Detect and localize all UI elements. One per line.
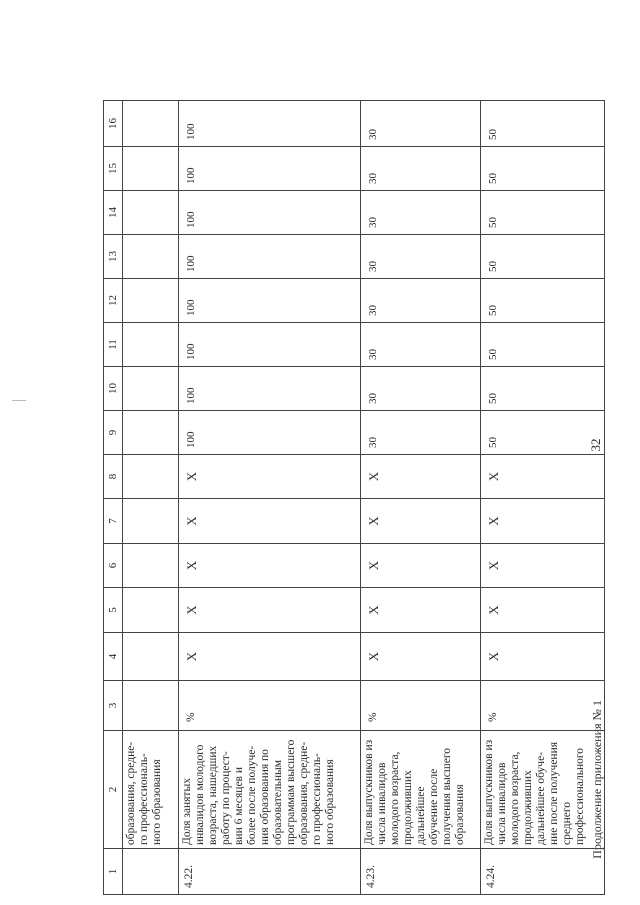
description-line: работу по процест- [220, 751, 232, 845]
column-header: 6 [104, 544, 123, 588]
column-header: 12 [104, 279, 123, 323]
description-line: образовательным [272, 759, 284, 845]
table-cell [123, 367, 179, 411]
table-cell: X [481, 544, 605, 588]
table-cell: X [361, 499, 481, 544]
table-cell: 50 [481, 191, 605, 235]
table-cell: 30 [361, 411, 481, 455]
row-unit: % [179, 681, 361, 731]
table-cell: X [179, 544, 361, 588]
table-cell: 30 [361, 235, 481, 279]
table-cell: 30 [361, 367, 481, 411]
table-cell [123, 633, 179, 681]
description-line: Доля выпускников из [483, 739, 495, 845]
description-line: числа инвалидов [376, 762, 388, 845]
table-cell [123, 101, 179, 147]
column-header: 8 [104, 455, 123, 499]
row-number: 4.22. [179, 849, 361, 895]
row-number: 4.24. [481, 849, 605, 895]
column-header: 7 [104, 499, 123, 544]
row-description [361, 731, 481, 849]
table-cell: 50 [481, 147, 605, 191]
table-cell: X [481, 633, 605, 681]
table-cell: 30 [361, 101, 481, 147]
table-cell: X [361, 588, 481, 633]
column-header: 1 [104, 849, 123, 895]
description-line: дальнейшее [415, 786, 427, 845]
table-cell: 50 [481, 367, 605, 411]
table-cell: 50 [481, 411, 605, 455]
table-cell: X [361, 455, 481, 499]
description-line: возраста, нашедших [207, 745, 219, 845]
description-line: Доля выпускников из [363, 739, 375, 845]
table-cell: 50 [481, 235, 605, 279]
table-cell [123, 455, 179, 499]
description-line: числа инвалидов [496, 762, 508, 845]
column-header: 14 [104, 191, 123, 235]
description-line: профессионального [574, 747, 586, 845]
description-line: го профессиональ- [311, 753, 323, 845]
table-cell: 50 [481, 101, 605, 147]
description-line: образования, средне- [125, 741, 137, 845]
column-header: 16 [104, 101, 123, 147]
description-line: ние после получения [548, 741, 560, 845]
table-row [481, 101, 605, 895]
description-line: молодого возраста, [509, 751, 521, 845]
description-line: программам высшего [285, 739, 297, 845]
table-cell [123, 544, 179, 588]
table-cell: X [481, 455, 605, 499]
table-cell: 100 [179, 367, 361, 411]
table-cell [123, 588, 179, 633]
table-cell [123, 323, 179, 367]
row-unit [123, 681, 179, 731]
table-cell: 50 [481, 279, 605, 323]
table-wrap [103, 100, 605, 895]
description-line: молодого возраста, [389, 751, 401, 845]
column-header: 13 [104, 235, 123, 279]
description-line: получения высшего [441, 747, 453, 845]
table-cell: 100 [179, 323, 361, 367]
table-cell [123, 499, 179, 544]
appendix-label: Продолжение приложения № 1 [590, 700, 604, 859]
description-line: продолживших [522, 770, 534, 845]
table-cell: 30 [361, 191, 481, 235]
table-cell: 100 [179, 101, 361, 147]
description-line: дальнейшее обуче- [535, 751, 547, 845]
column-header: 2 [104, 731, 123, 849]
column-header: 9 [104, 411, 123, 455]
row-number: 4.23. [361, 849, 481, 895]
page-number: 32 [588, 438, 603, 452]
description-line: ного образования [324, 759, 336, 845]
column-header: 5 [104, 588, 123, 633]
table-cell: X [481, 588, 605, 633]
column-header: 10 [104, 367, 123, 411]
table-cell: 100 [179, 279, 361, 323]
table-cell: 100 [179, 191, 361, 235]
table-cell [123, 235, 179, 279]
table-row [123, 101, 179, 895]
table-cell: 50 [481, 323, 605, 367]
table-cell: X [481, 499, 605, 544]
table-cell [123, 147, 179, 191]
table-cell: X [361, 633, 481, 681]
table-cell: X [179, 455, 361, 499]
table-cell [123, 279, 179, 323]
table-cell [123, 411, 179, 455]
scan-mark [12, 400, 26, 401]
row-number [123, 849, 179, 895]
table-row [179, 101, 361, 895]
row-description [123, 731, 179, 849]
description-line: продолживших [402, 770, 414, 845]
table-cell: 30 [361, 323, 481, 367]
row-description [179, 731, 361, 849]
table-cell: 100 [179, 411, 361, 455]
column-header: 15 [104, 147, 123, 191]
table-cell: 100 [179, 147, 361, 191]
description-line: более после получе- [246, 745, 258, 845]
description-line: ния образования по [259, 749, 271, 845]
description-line: Доля занятых [181, 778, 193, 845]
column-header: 4 [104, 633, 123, 681]
table-cell [123, 191, 179, 235]
column-header: 3 [104, 681, 123, 731]
table-cell: X [179, 499, 361, 544]
row-unit: % [481, 681, 605, 731]
table-cell: 30 [361, 147, 481, 191]
table-cell: X [179, 588, 361, 633]
description-line: вии 6 месяцев и [233, 766, 245, 845]
column-header: 11 [104, 323, 123, 367]
description-line: образования, средне- [298, 741, 310, 845]
description-line: го профессиональ- [138, 753, 150, 845]
description-line: образования [454, 784, 466, 845]
table-cell: X [361, 544, 481, 588]
table-cell: 30 [361, 279, 481, 323]
description-line: обучение после [428, 768, 440, 845]
description-line: инвалидов молодого [194, 744, 206, 845]
row-description [481, 731, 605, 849]
description-line: среднего [561, 801, 573, 845]
data-table [103, 100, 605, 895]
header-row [104, 101, 123, 895]
table-row [361, 101, 481, 895]
table-cell: X [179, 633, 361, 681]
table-cell: 100 [179, 235, 361, 279]
row-unit: % [361, 681, 481, 731]
description-line: ного образования [151, 759, 163, 845]
